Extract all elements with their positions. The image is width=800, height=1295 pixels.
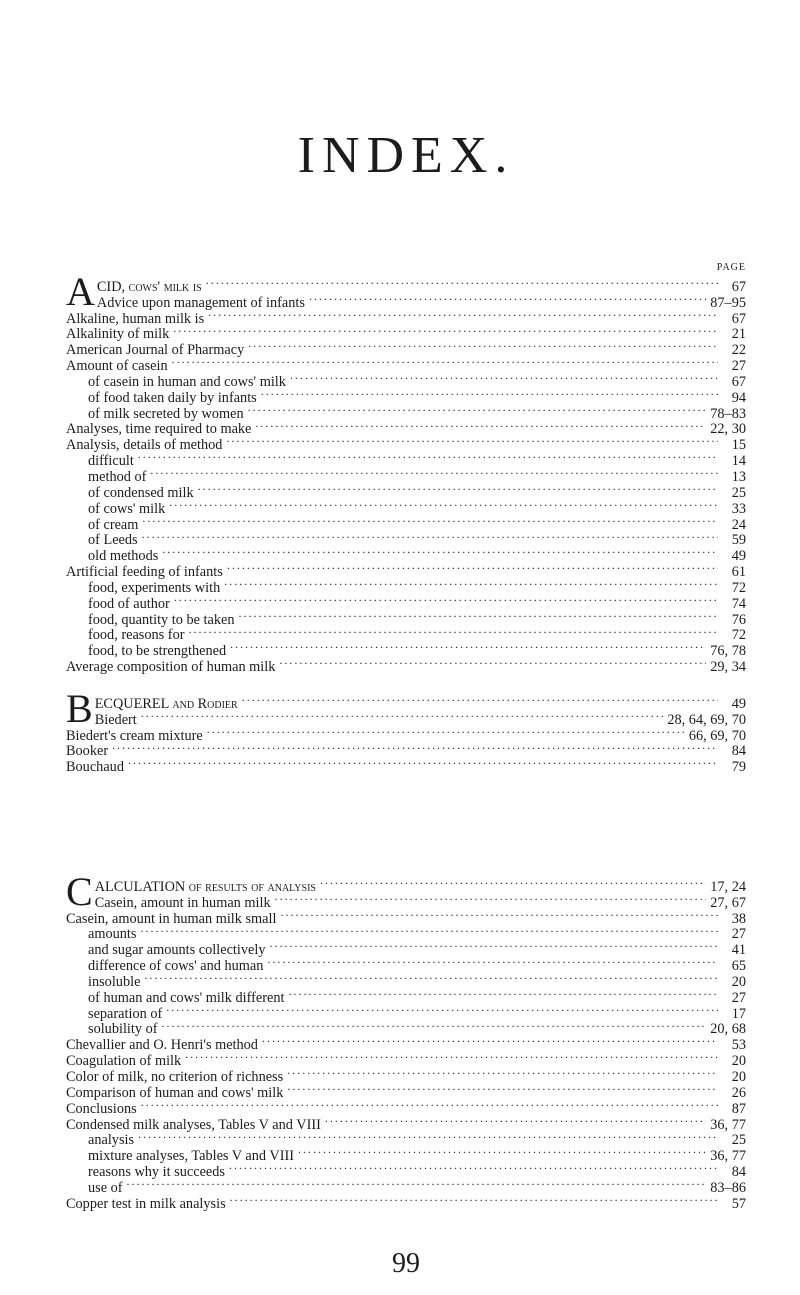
index-entry <box>66 938 746 959</box>
entry-text: food, to be strengthened <box>88 643 227 660</box>
entry-text: food of author <box>88 595 170 612</box>
index-entry <box>66 724 746 744</box>
dot-leader <box>224 576 718 592</box>
index-entry <box>66 1018 746 1038</box>
index-entry <box>66 1129 746 1149</box>
entry-text: Condensed milk analyses, Tables V and VIII <box>66 1116 321 1133</box>
entry-page-number: 84 <box>731 743 746 760</box>
dot-leader <box>230 639 706 655</box>
dot-leader <box>269 938 718 954</box>
entry-text: reasons why it succeeds <box>88 1164 225 1181</box>
index-entry <box>66 1113 746 1133</box>
dot-leader <box>248 402 707 418</box>
entry-page-number: 84 <box>731 1164 746 1181</box>
entry-text: mixture analyses, Tables V and VIII <box>88 1148 294 1165</box>
dot-leader <box>287 1081 718 1097</box>
index-entry <box>66 970 746 990</box>
entry-page-number: 59 <box>731 532 746 549</box>
entry-page-number: 25 <box>731 1132 746 1149</box>
dot-leader <box>261 386 718 402</box>
entry-page-number: 20 <box>731 1068 746 1085</box>
index-entry <box>96 275 746 295</box>
dot-leader <box>174 592 718 608</box>
entry-page-number: 38 <box>731 910 746 927</box>
entry-page-number: 27 <box>731 926 746 943</box>
entry-text: use of <box>88 1179 123 1196</box>
dot-leader <box>173 323 718 339</box>
entry-text: Average composition of human milk <box>66 659 276 676</box>
entry-text: Alkaline, human milk is <box>66 310 205 327</box>
dot-leader <box>172 354 718 370</box>
entry-text: ALCULATION of results of analysis <box>94 878 316 895</box>
entry-text: Casein, amount in human milk small <box>66 910 277 927</box>
index-entry <box>66 1192 746 1212</box>
drop-cap-letter: B <box>66 686 93 731</box>
dot-leader <box>267 954 718 970</box>
entry-text: separation of <box>88 1005 163 1022</box>
entry-page-number: 72 <box>731 579 746 596</box>
index-entry <box>66 986 746 1006</box>
dot-leader <box>169 497 718 513</box>
index-entry <box>66 544 746 565</box>
entry-page-number: 20 <box>731 973 746 990</box>
entry-page-number: 24 <box>731 516 746 533</box>
entry-text: insoluble <box>88 973 141 990</box>
dot-leader <box>288 986 718 1002</box>
entry-page-number: 67 <box>731 278 746 295</box>
entry-text: method of <box>88 468 147 485</box>
page-title: INDEX. <box>297 127 515 184</box>
entry-text: old methods <box>88 548 159 565</box>
entry-text: of cream <box>88 516 139 533</box>
index-entry <box>66 1176 746 1196</box>
entry-page-number: 28, 64, 69, 70 <box>667 711 746 728</box>
entry-text: CID, cows' milk is <box>96 278 202 295</box>
entry-text: Biedert <box>94 711 137 728</box>
entry-text: food, quantity to be taken <box>88 611 235 628</box>
dot-leader <box>298 1144 706 1160</box>
index-entry <box>94 708 746 728</box>
entry-page-number: 61 <box>731 564 746 581</box>
entry-text: Chevallier and O. Henri's method <box>66 1037 258 1054</box>
entry-page-number: 25 <box>731 484 746 501</box>
entry-page-number: 22 <box>731 342 746 359</box>
index-section-c <box>66 869 746 1212</box>
dot-leader <box>275 891 707 907</box>
entry-page-number: 27, 67 <box>710 894 746 911</box>
dot-leader <box>226 433 718 449</box>
dot-leader <box>112 740 718 756</box>
dot-leader <box>248 338 718 354</box>
dot-leader <box>242 692 718 708</box>
entry-text: difference of cows' and human <box>88 958 264 975</box>
entry-page-number: 67 <box>731 373 746 390</box>
entry-page-number: 76, 78 <box>710 643 746 660</box>
entry-text: analysis <box>88 1132 135 1149</box>
entry-page-number: 76 <box>731 611 746 628</box>
index-entry <box>66 1097 746 1117</box>
index-entry <box>66 755 746 776</box>
dot-leader <box>127 1176 707 1192</box>
entry-page-number: 20, 68 <box>710 1021 746 1038</box>
dot-leader <box>280 907 718 923</box>
entry-page-number: 87 <box>731 1100 746 1117</box>
entry-page-number: 17, 24 <box>710 878 746 895</box>
entry-page-number: 79 <box>731 759 746 776</box>
index-section-b <box>66 686 746 776</box>
dot-leader <box>320 875 706 891</box>
index-entry <box>66 465 746 485</box>
entry-page-number: 65 <box>731 958 746 975</box>
entry-page-number: 26 <box>731 1084 746 1101</box>
entry-text: Color of milk, no criterion of richness <box>66 1068 284 1085</box>
entry-text: Amount of casein <box>66 358 168 375</box>
entry-text: of Leeds <box>88 532 138 549</box>
drop-cap-letter: C <box>66 869 93 914</box>
entry-text: Conclusions <box>66 1100 137 1117</box>
index-entry <box>66 560 746 581</box>
entry-text: Coagulation of milk <box>66 1053 182 1070</box>
dot-leader <box>138 1129 718 1145</box>
entry-page-number: 22, 30 <box>710 421 746 438</box>
dot-leader <box>255 418 706 434</box>
dot-leader <box>325 1113 706 1129</box>
index-entry <box>66 449 746 470</box>
dot-leader <box>287 1065 718 1081</box>
entry-text: Copper test in milk analysis <box>66 1195 226 1212</box>
entry-page-number: 66, 69, 70 <box>688 727 746 744</box>
index-entry <box>66 513 746 533</box>
entry-text: Biedert's cream mixture <box>66 727 203 744</box>
entry-text: of casein in human and cows' milk <box>88 373 286 390</box>
dot-leader <box>141 1097 718 1113</box>
entry-page-number: 67 <box>731 310 746 327</box>
entry-text: of human and cows' milk different <box>88 989 285 1006</box>
index-entry <box>66 1033 746 1054</box>
entry-text: difficult <box>88 453 134 470</box>
page-number: 99 <box>392 1248 420 1279</box>
dot-leader <box>150 465 718 481</box>
entry-text: of food taken daily by infants <box>88 389 257 406</box>
entry-text: Analysis, details of method <box>66 437 223 454</box>
entry-page-number: 36, 77 <box>710 1148 746 1165</box>
entry-page-number: 36, 77 <box>710 1116 746 1133</box>
entry-page-number: 27 <box>731 358 746 375</box>
dot-leader <box>230 1192 718 1208</box>
index-entry <box>66 923 746 943</box>
dot-leader <box>142 513 718 529</box>
index-entry <box>66 481 746 501</box>
entry-text: food, reasons for <box>88 627 185 644</box>
entry-page-number: 17 <box>731 1005 746 1022</box>
entry-page-number: 29, 34 <box>710 659 746 676</box>
index-entry <box>94 692 746 712</box>
entry-text: of cows' milk <box>88 500 166 517</box>
drop-cap-letter: A <box>66 269 95 314</box>
dot-leader <box>229 1160 718 1176</box>
entry-text: of condensed milk <box>88 484 194 501</box>
entry-page-number: 78–83 <box>710 405 746 422</box>
entry-page-number: 49 <box>731 695 746 712</box>
dot-leader <box>185 1049 718 1065</box>
dot-leader <box>162 1018 707 1034</box>
dot-leader <box>279 655 706 671</box>
entry-text: Casein, amount in human milk <box>94 894 271 911</box>
page-column-header: PAGE <box>716 262 746 273</box>
dot-leader <box>128 755 718 771</box>
dot-leader <box>162 544 718 560</box>
entry-text: ECQUEREL and Rodier <box>94 695 238 712</box>
dot-leader <box>309 291 706 307</box>
entry-page-number: 53 <box>731 1037 746 1054</box>
dot-leader <box>198 481 718 497</box>
entry-page-number: 72 <box>731 627 746 644</box>
dot-leader <box>239 608 718 624</box>
index-entry <box>94 875 746 895</box>
entry-text: Bouchaud <box>66 759 124 776</box>
dot-leader <box>144 970 718 986</box>
entry-page-number: 21 <box>731 326 746 343</box>
dot-leader <box>188 624 718 640</box>
entry-text: food, experiments with <box>88 579 221 596</box>
entry-page-number: 94 <box>731 389 746 406</box>
entry-page-number: 57 <box>731 1195 746 1212</box>
entry-page-number: 74 <box>731 595 746 612</box>
entry-text: amounts <box>88 926 137 943</box>
entry-page-number: 49 <box>731 548 746 565</box>
entry-page-number: 87–95 <box>710 294 746 311</box>
dot-leader <box>262 1033 718 1049</box>
index-entry <box>66 370 746 390</box>
entry-page-number: 14 <box>731 453 746 470</box>
dot-leader <box>166 1002 718 1018</box>
dot-leader <box>208 307 718 323</box>
dot-leader <box>142 529 718 545</box>
dot-leader <box>206 275 718 291</box>
dot-leader <box>290 370 718 386</box>
entry-text: American Journal of Pharmacy <box>66 342 245 359</box>
index-section-a <box>66 269 746 676</box>
dot-leader <box>141 708 664 724</box>
entry-page-number: 13 <box>731 468 746 485</box>
entry-text: Artificial feeding of infants <box>66 564 223 581</box>
index-entry <box>66 740 746 760</box>
entry-text: and sugar amounts collectively <box>88 942 266 959</box>
entry-text: solubility of <box>88 1021 158 1038</box>
dot-leader <box>140 923 718 939</box>
entry-text: Comparison of human and cows' milk <box>66 1084 284 1101</box>
index-entry <box>66 529 746 549</box>
index-entry <box>66 1144 746 1165</box>
dot-leader <box>207 724 685 740</box>
dot-leader <box>138 449 718 465</box>
entry-page-number: 15 <box>731 437 746 454</box>
entry-text: Analyses, time required to make <box>66 421 252 438</box>
entry-page-number: 20 <box>731 1053 746 1070</box>
dot-leader <box>227 560 718 576</box>
index-entry <box>66 1002 746 1022</box>
entry-page-number: 83–86 <box>710 1179 746 1196</box>
entry-text: Booker <box>66 743 109 760</box>
entry-text: of milk secreted by women <box>88 405 244 422</box>
entry-text: Alkalinity of milk <box>66 326 170 343</box>
entry-text: Advice upon management of infants <box>96 294 305 311</box>
entry-page-number: 27 <box>731 989 746 1006</box>
entry-page-number: 41 <box>731 942 746 959</box>
entry-page-number: 33 <box>731 500 746 517</box>
